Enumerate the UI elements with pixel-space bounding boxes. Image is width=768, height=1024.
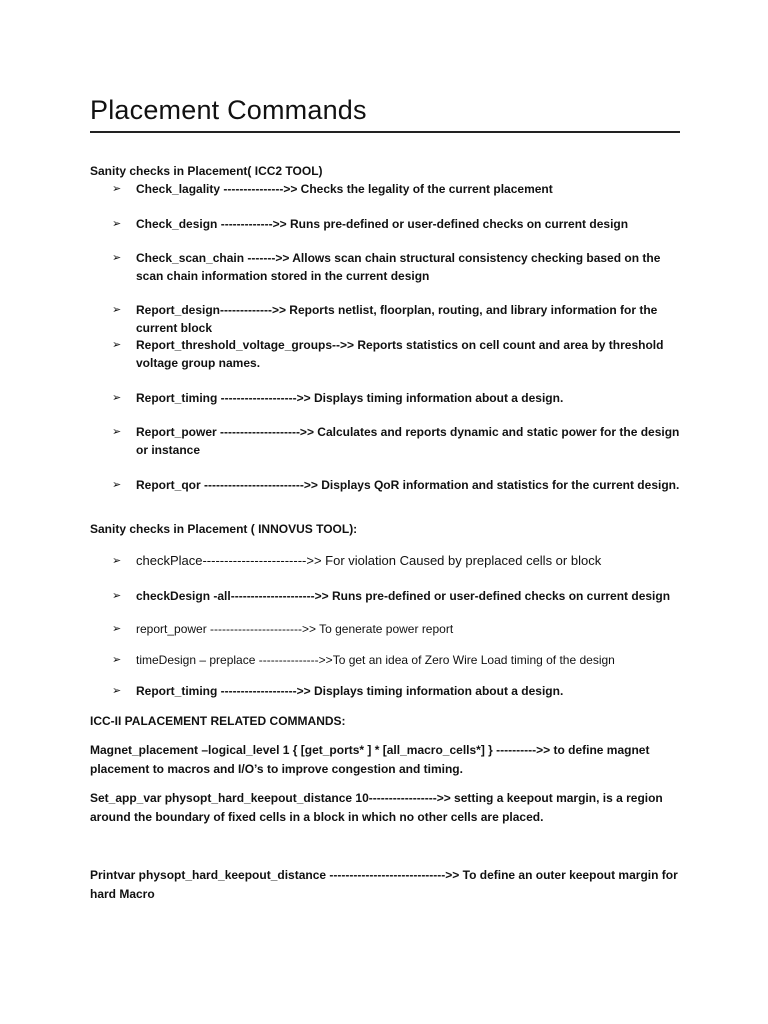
title-underline [90,131,680,133]
list-item: timeDesign – preplace --------------->>To get an idea of Zero Wire Load timing of the design [136,653,615,667]
list-item: Report_design------------->> Reports netlist, floorplan, routing, and library information for the current block [136,303,658,335]
list-item: checkDesign -all--------------------->> Runs pre-defined or user-defined checks on current design [136,589,671,603]
list-item: Check_lagality --------------->> Checks the legality of the current placement [136,182,553,196]
bullet-arrow-icon: ➢ [112,304,122,316]
list-item: Check_scan_chain ------->> Allows scan chain structural consistency checking based on the scan chain information stored in the current design [136,251,661,283]
innovus-section-heading: Sanity checks in Placement ( INNOVUS TOOL): [90,522,358,536]
paragraph: Set_app_var physopt_hard_keepout_distance 10----------------->> setting a keepout margin, is a region around the boundary of fixed cells in a block in which no other cells are placed. [90,791,663,824]
list-item: Report_qor ------------------------->> Displays QoR information and statistics for the current design. [136,478,680,492]
icc2-section-heading: Sanity checks in Placement( ICC2 TOOL) [90,164,323,178]
bullet-arrow-icon: ➢ [112,183,122,195]
bullet-arrow-icon: ➢ [112,555,122,567]
paragraph: Printvar physopt_hard_keepout_distance ----------------------------->> To define an outer keepout margin for hard Macro [90,868,678,901]
bullet-arrow-icon: ➢ [112,654,122,666]
list-item: Check_design ------------->> Runs pre-defined or user-defined checks on current design [136,217,629,231]
bullet-arrow-icon: ➢ [112,685,122,697]
list-item: Report_threshold_voltage_groups-->> Reports statistics on cell count and area by threshold voltage group names. [136,338,664,370]
bullet-arrow-icon: ➢ [112,479,122,491]
paragraph: Magnet_placement –logical_level 1 { [get_ports* ] * [all_macro_cells*] } ---------->> to define magnet placement to macros and I/O’s to improve congestion and timing. [90,743,650,776]
page-title: Placement Commands [90,95,367,125]
bullet-arrow-icon: ➢ [112,623,122,635]
bullet-arrow-icon: ➢ [112,339,122,351]
bullet-arrow-icon: ➢ [112,218,122,230]
bullet-arrow-icon: ➢ [112,426,122,438]
bullet-arrow-icon: ➢ [112,590,122,602]
list-item: Report_timing ------------------->> Displays timing information about a design. [136,391,564,405]
bullet-arrow-icon: ➢ [112,252,122,264]
bullet-arrow-icon: ➢ [112,392,122,404]
iccii-section-heading: ICC-II PALACEMENT RELATED COMMANDS: [90,714,346,728]
list-item: report_power ----------------------->> To generate power report [136,622,454,636]
list-item: checkPlace------------------------>> For violation Caused by preplaced cells or block [136,553,602,568]
list-item: Report_timing ------------------->> Displays timing information about a design. [136,684,564,698]
list-item: Report_power -------------------->> Calculates and reports dynamic and static power for the design or instance [136,425,680,457]
